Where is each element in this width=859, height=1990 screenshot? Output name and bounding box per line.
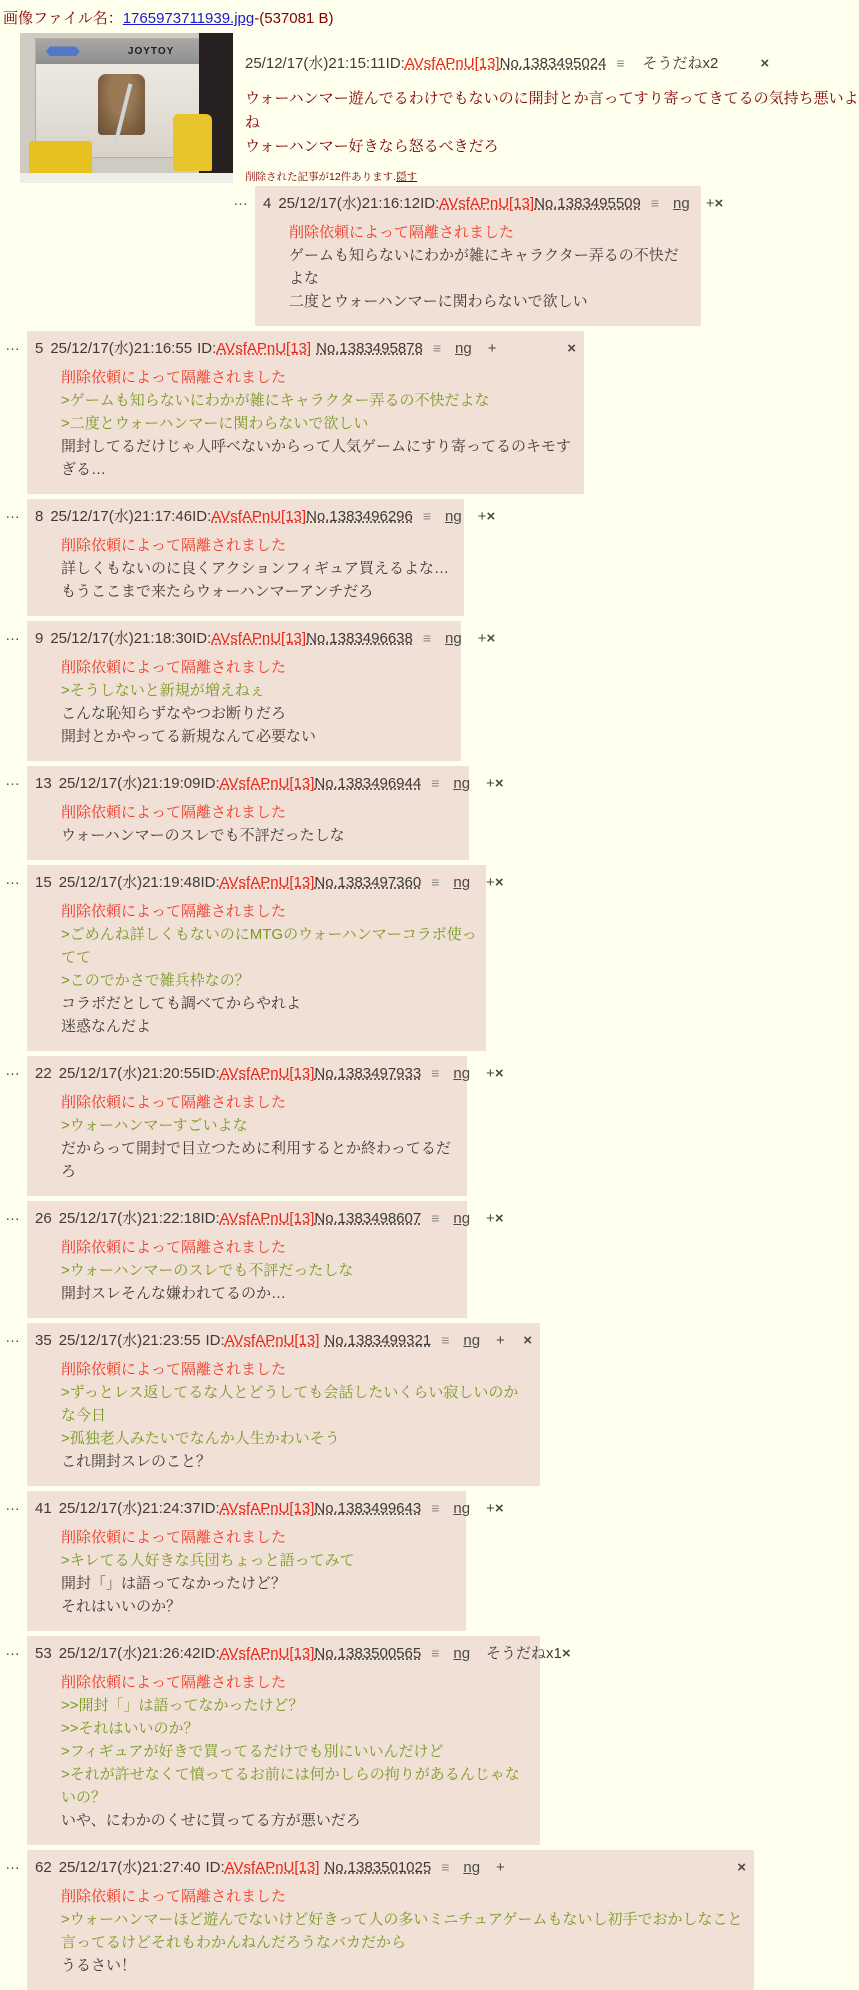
isolation-notice: 削除依頼によって隔離されました [61,1094,287,1111]
reply-post [5,1636,859,1845]
reply-text-line: 開封とかやってる新規なんて必要ない [61,728,317,745]
reply-id-prefix: ID: [200,1065,220,1082]
reply-text-line: もうここまで来たらウォーハンマーアンチだろ [61,583,374,600]
soudane-plus-button[interactable]: + [486,775,495,792]
reply-body [61,1091,459,1183]
reply-post [5,1491,859,1631]
reply-header [263,192,724,213]
reply-datetime: 25/12/17(水)21:20:55 [58,1065,201,1082]
reply-soudane-count[interactable]: そうだねx1 [486,1645,562,1662]
reply-close-icon[interactable]: × [561,1645,571,1662]
quote-menu-icon[interactable]: ≡ [431,1500,440,1516]
reply-menu-dots-icon[interactable]: … [5,1207,20,1224]
reply-box [27,766,504,860]
reply-close-icon[interactable]: × [523,1332,532,1349]
reply-body [61,1358,532,1473]
reply-id-link[interactable]: AVsfAPnU[13] [216,340,312,357]
reply-menu-dots-icon[interactable]: … [5,1856,20,1873]
reply-box [27,1850,754,1990]
quote-line: >>開封「」は語ってなかったけど？ [61,1697,304,1714]
reply-id-prefix: ID: [200,1210,220,1227]
reply-box [27,1201,504,1318]
reply-close-icon[interactable]: × [486,508,496,525]
reply-text-line: 開封「」は語ってなかったけど？ [61,1575,287,1592]
op-id-link[interactable]: AVsfAPnU[13] [404,55,500,72]
reply-menu-dots-icon[interactable]: … [5,772,20,789]
reply-body [61,801,461,847]
reply-datetime: 25/12/17(水)21:17:46 [50,508,193,525]
reply-id-prefix: ID: [200,775,220,792]
soudane-plus-button[interactable]: + [486,1065,495,1082]
reply-box [27,331,584,494]
reply-id-link[interactable]: AVsfAPnU[13] [219,1210,315,1227]
reply-box [255,186,724,326]
quote-line: >ウォーハンマーのスレでも不評だったしな [61,1262,354,1279]
reply-close-icon[interactable]: × [567,340,576,357]
isolation-notice: 削除依頼によって隔離されました [61,1888,287,1905]
quote-menu-icon[interactable]: ≡ [431,775,440,791]
joytoy-logo-text: JOYTOY [127,45,175,57]
reply-number: 22 [35,1065,52,1082]
reply-id-prefix: ID: [200,874,220,891]
reply-close-icon[interactable]: × [714,195,724,212]
quote-menu-icon[interactable]: ≡ [422,630,432,646]
reply-menu-dots-icon[interactable]: … [5,1329,20,1346]
op-soudane-count[interactable]: そうだねx2 [642,55,719,72]
reply-body [61,1885,746,1977]
ng-button[interactable]: ng [453,874,471,891]
reply-post [5,1323,859,1486]
reply-close-icon[interactable]: × [494,874,504,891]
table-surface [20,173,233,184]
op-id-prefix: ID: [385,55,405,72]
soudane-plus-button[interactable]: + [486,1210,495,1227]
reply-post [5,1056,859,1196]
reply-menu-dots-icon[interactable]: … [5,1062,20,1079]
reply-post [5,865,859,1051]
quote-menu-icon[interactable]: ≡ [431,874,440,890]
reply-id-link[interactable]: AVsfAPnU[13] [219,874,315,891]
reply-number: 15 [35,874,52,891]
reply-id-link[interactable]: AVsfAPnU[13] [219,1645,315,1662]
op-body-line: ウォーハンマー遊んでるわけでもないのに開封とか言ってすり寄ってきてるの気持ち悪いよね [245,90,859,131]
reply-header [35,627,496,648]
reply-id-prefix: ID: [420,195,440,212]
reply-post-number-link[interactable]: No.1383497933 [314,1065,422,1082]
reply-number: 9 [35,630,44,647]
reply-box [27,1491,504,1631]
reply-close-icon[interactable]: × [494,1500,504,1517]
ng-button[interactable]: ng [673,195,690,212]
quote-line: >孤独老人みたいでなんか人生かわいそう [61,1430,340,1447]
isolation-notice: 削除依頼によって隔離されました [61,903,287,920]
op-post-number-link[interactable]: No.1383495024 [499,55,607,72]
reply-post [5,621,859,761]
quote-menu-icon[interactable]: ≡ [431,1065,440,1081]
soudane-plus-button[interactable]: + [486,874,495,891]
reply-body [61,1526,458,1618]
op-content [233,30,859,326]
isolation-notice: 削除依頼によって隔離されました [61,1361,287,1378]
op-close-icon[interactable]: × [760,55,770,72]
reply-text-line: 迷惑なんだよ [61,1018,152,1035]
op-body [245,87,859,159]
reply-text-line: それはいいのか？ [61,1598,182,1615]
reply-number: 8 [35,508,44,525]
reply-post-number-link[interactable]: No.1383499321 [324,1332,432,1349]
soudane-plus-button[interactable]: + [477,508,487,525]
reply-post-number-link[interactable]: No.1383496296 [306,508,413,525]
image-file-size: -(537081 B) [254,10,334,27]
ng-button[interactable]: ng [445,508,462,525]
reply-close-icon[interactable]: × [494,1065,504,1082]
reply-post-number-link[interactable]: No.1383498607 [314,1210,422,1227]
isolation-notice: 削除依頼によって隔離されました [61,1674,287,1691]
reply-datetime: 25/12/17(水)21:27:40 [58,1859,201,1876]
reply-post [5,331,859,494]
isolation-notice: 削除依頼によって隔離されました [289,224,515,241]
reply-id-link[interactable]: AVsfAPnU[13] [211,630,307,647]
ng-button[interactable]: ng [453,1210,471,1227]
image-file-label: 画像ファイル名： [3,10,123,27]
reply-box [27,621,496,761]
op-body-line: ウォーハンマー好きなら怒るべきだろ [245,138,499,155]
quote-line: >ウォーハンマーすごいよな [61,1117,248,1134]
reply-box [27,499,496,616]
reply-close-icon[interactable]: × [494,1210,504,1227]
op-thumbnail-image[interactable] [20,33,233,183]
indented-reply-slot [233,186,724,326]
reply-post-number-link[interactable]: No.1383500565 [314,1645,422,1662]
soudane-plus-button[interactable]: + [486,1500,495,1517]
reply-menu-dots-icon[interactable]: … [5,627,20,644]
soudane-plus-button[interactable]: + [477,630,487,647]
ng-button[interactable]: ng [453,1065,471,1082]
reply-datetime: 25/12/17(水)21:16:12 [278,195,421,212]
reply-datetime: 25/12/17(水)21:19:09 [58,775,201,792]
reply-datetime: 25/12/17(水)21:24:37 [58,1500,201,1517]
ng-button[interactable]: ng [453,1500,471,1517]
reply-box [27,1636,571,1845]
reply-header [35,1207,504,1228]
reply-menu-dots-icon[interactable]: … [5,337,20,354]
reply-text-line: だからって開封で目立つために利用するとか終わってるだろ [61,1140,451,1180]
reply-number: 5 [35,340,44,357]
reply-header [35,337,576,358]
reply-number: 4 [263,195,272,212]
reply-post [5,499,859,616]
quote-menu-icon[interactable]: ≡ [616,55,625,71]
reply-header [35,1497,504,1518]
reply-number: 26 [35,1210,52,1227]
ng-button[interactable]: ng [453,775,471,792]
reply-id-prefix: ID: [200,1645,220,1662]
figure-box-top [36,39,217,65]
isolation-notice: 削除依頼によって隔離されました [61,804,287,821]
quote-line: >キレてる人好きな兵団ちょっと語ってみて [61,1552,355,1569]
quote-menu-icon[interactable]: ≡ [431,1210,440,1226]
quote-menu-icon[interactable]: ≡ [432,340,442,356]
quote-menu-icon[interactable]: ≡ [431,1645,440,1661]
image-file-bar [3,7,859,28]
isolation-notice: 削除依頼によって隔離されました [61,659,287,676]
reply-list [0,331,859,1990]
reply-post-number-link[interactable]: No.1383501025 [324,1859,432,1876]
reply-text-line: いや、にわかのくせに買ってる方が悪いだろ [61,1812,361,1829]
reply-body [61,1236,459,1305]
reply-id-prefix: ID: [192,630,212,647]
deleted-articles-notice [245,169,715,184]
reply-box [27,1323,540,1486]
reply-post-number-link[interactable]: No.1383495878 [316,340,423,357]
reply-menu-dots-icon[interactable]: … [5,505,20,522]
ng-button[interactable]: ng [445,630,462,647]
soudane-plus-button[interactable]: + [496,1332,505,1349]
reply-datetime: 25/12/17(水)21:16:55 [50,340,193,357]
reply-menu-dots-icon[interactable]: … [5,1642,20,1659]
reply-datetime: 25/12/17(水)21:22:18 [58,1210,201,1227]
reply-number: 53 [35,1645,52,1662]
reply-datetime: 25/12/17(水)21:18:30 [50,630,193,647]
reply-box [27,865,504,1051]
reply-id-link[interactable]: AVsfAPnU[13] [224,1859,320,1876]
soudane-plus-button[interactable]: + [496,1859,505,1876]
reply-number: 41 [35,1500,52,1517]
reply-text-line: 詳しくもないのに良くアクションフィギュア買えるよな… [61,560,450,577]
yellow-figure-shape [173,114,211,171]
reply-body [61,900,478,1038]
ng-button[interactable]: ng [455,340,472,357]
reply-id-link[interactable]: AVsfAPnU[13] [224,1332,320,1349]
reply-datetime: 25/12/17(水)21:26:42 [58,1645,201,1662]
soudane-plus-button[interactable]: + [487,340,497,357]
quote-line: >>それはいいのか？ [61,1720,199,1737]
quote-line: >それが許せなくて憤ってるお前には何かしらの拘りがあるんじゃないの？ [61,1766,520,1806]
reply-header [35,1062,504,1083]
reply-id-prefix: ID: [200,1500,220,1517]
reply-text-line: コラボだとしても調べてからやれよ [61,995,302,1012]
reply-text-line: ウォーハンマーのスレでも不評だったしな [61,827,345,844]
reply-text-line: うるさい！ [61,1957,137,1974]
reply-text-line: こんな恥知らずなやつお断りだろ [61,705,287,722]
quote-line: >ごめんね詳しくもないのにMTGのウォーハンマーコラボ使ってて [61,926,477,966]
quote-menu-icon[interactable]: ≡ [650,195,660,211]
deleted-articles-text: 削除された記事が12件あります. [245,171,397,183]
isolation-notice: 削除依頼によって隔離されました [61,1529,287,1546]
reply-menu-dots-icon[interactable]: … [233,192,248,209]
reply-header [35,1642,571,1663]
reply-id-prefix: ID: [192,508,212,525]
quote-line: >ずっとレス返してるな人とどうしても会話したいくらい寂しいのかな今日 [61,1384,519,1424]
reply-id-link[interactable]: AVsfAPnU[13] [219,1500,315,1517]
quote-menu-icon[interactable]: ≡ [422,508,432,524]
reply-post [5,1850,859,1990]
reply-header [35,505,496,526]
reply-header [35,1856,746,1877]
quote-menu-icon[interactable]: ≡ [441,1332,450,1348]
reply-box [27,1056,504,1196]
op-header [245,52,770,73]
reply-menu-dots-icon[interactable]: … [5,871,20,888]
isolation-notice: 削除依頼によって隔離されました [61,1239,287,1256]
brand-emblem [46,46,80,56]
isolation-notice: 削除依頼によって隔離されました [61,369,287,386]
soudane-plus-button[interactable]: + [705,195,715,212]
reply-post-number-link[interactable]: No.1383496944 [314,775,422,792]
reply-header [35,772,504,793]
reply-header [35,871,504,892]
op-post [0,30,859,326]
reply-number: 13 [35,775,52,792]
quote-menu-icon[interactable]: ≡ [441,1859,450,1875]
quote-line: >二度とウォーハンマーに関わらないで欲しい [61,415,369,432]
quote-line: >そうしないと新規が増えねぇ [61,682,265,699]
reply-text-line: 開封スレそんな嫌われてるのか… [61,1285,287,1302]
reply-id-link[interactable]: AVsfAPnU[13] [211,508,307,525]
reply-id-prefix: ID: [205,1859,225,1876]
reply-body [61,366,576,481]
reply-id-link[interactable]: AVsfAPnU[13] [219,775,315,792]
reply-text-line: ゲームも知らないにわかが雑にキャラクター弄るの不快だよな [289,247,679,287]
reply-menu-dots-icon[interactable]: … [5,1497,20,1514]
reply-post-number-link[interactable]: No.1383499643 [314,1500,422,1517]
ng-button[interactable]: ng [463,1859,481,1876]
reply-id-link[interactable]: AVsfAPnU[13] [439,195,535,212]
op-datetime: 25/12/17(水)21:15:11 [245,55,386,72]
reply-datetime: 25/12/17(水)21:23:55 [58,1332,201,1349]
reply-post [5,766,859,860]
reply-close-icon[interactable]: × [737,1859,746,1876]
reply-close-icon[interactable]: × [494,775,504,792]
quote-line: >ウォーハンマーほど遊んでないけど好きって人の多いミニチュアゲームもないし初手でおかしなこと言ってるけどそれもわかんねんだろうなバカだから [61,1911,743,1951]
reply-post [233,186,724,326]
image-file-link[interactable]: 1765973711939.jpg [122,10,255,27]
reply-body [61,534,456,603]
reply-body [61,1671,532,1832]
reply-post-number-link[interactable]: No.1383497360 [314,874,422,891]
reply-text-line: 二度とウォーハンマーに関わらないで欲しい [289,293,588,310]
reply-number: 62 [35,1859,52,1876]
reply-body [61,656,453,748]
reply-id-prefix: ID: [197,340,217,357]
reply-post-number-link[interactable]: No.1383495509 [534,195,641,212]
reply-number: 35 [35,1332,52,1349]
reply-post [5,1201,859,1318]
reply-datetime: 25/12/17(水)21:19:48 [58,874,201,891]
reply-header [35,1329,532,1350]
ng-button[interactable]: ng [463,1332,481,1349]
reply-text-line: これ開封スレのこと？ [61,1453,212,1470]
quote-line: >ゲームも知らないにわかが雑にキャラクター弄るの不快だよな [61,392,490,409]
quote-line: >フィギュアが好きで買ってるだけでも別にいいんだけど [61,1743,444,1760]
reply-body [289,221,693,313]
reply-close-icon[interactable]: × [486,630,496,647]
hide-deleted-link[interactable]: 隠す [396,171,418,183]
reply-post-number-link[interactable]: No.1383496638 [306,630,413,647]
reply-text-line: 開封してるだけじゃ人呼べないからって人気ゲームにすり寄ってるのキモすぎる… [61,438,572,478]
quote-line: >このでかさで雑兵枠なの？ [61,972,250,989]
isolation-notice: 削除依頼によって隔離されました [61,537,287,554]
reply-id-link[interactable]: AVsfAPnU[13] [219,1065,315,1082]
ng-button[interactable]: ng [453,1645,471,1662]
reply-id-prefix: ID: [205,1332,225,1349]
